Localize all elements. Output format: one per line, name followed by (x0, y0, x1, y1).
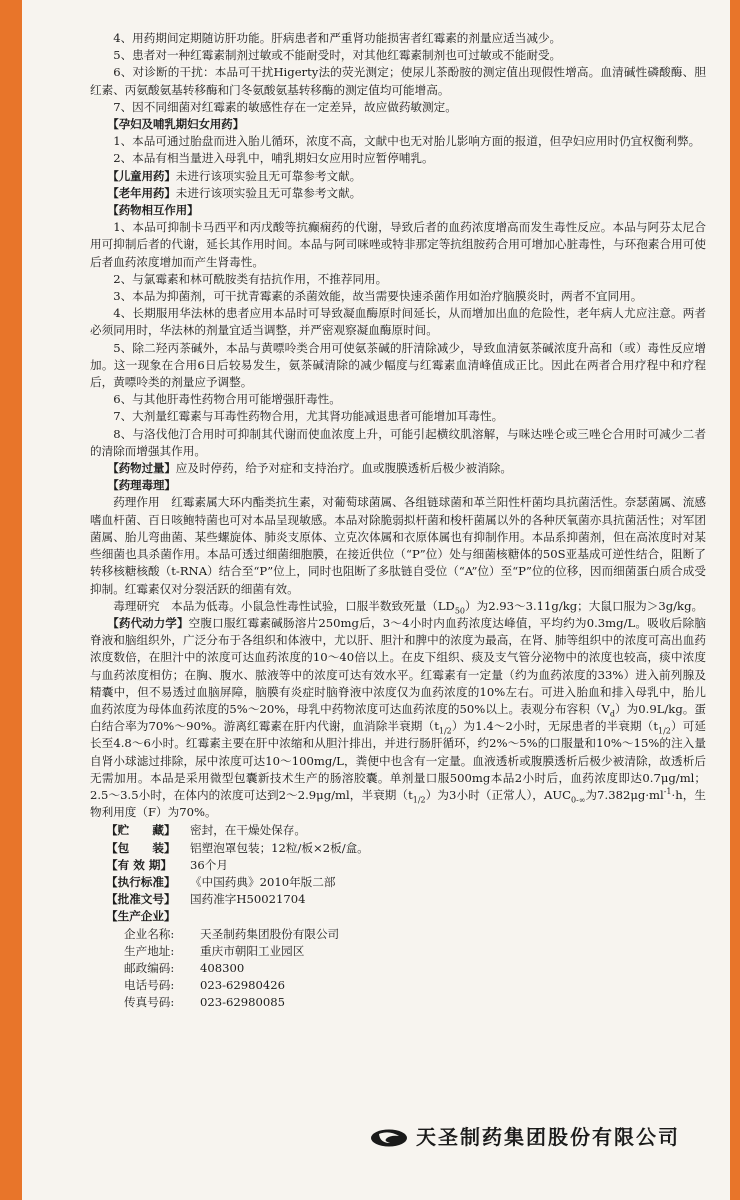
caution-item: 6、对诊断的干扰：本品可干扰Higerty法的荧光测定；使尿儿茶酚胺的测定值出现假性增高。血清碱性磷酸酶、胆红素、丙氨酸氨基转移酶和门冬氨酸氨基转移酶的测定值均可能增高。 (90, 65, 706, 97)
footer-company-name: 天圣制药集团股份有限公司 (416, 1125, 680, 1150)
interaction-item: 3、本品为抑菌剂，可干扰青霉素的杀菌效能，故当需要快速杀菌作用如治疗脑膜炎时，两者不宜同用。 (113, 289, 643, 304)
pharmacology-text: 药理作用 红霉素属大环内酯类抗生素，对葡萄球菌属、各组链球菌和革兰阳性杆菌均具抗菌活性。奈瑟菌属、流感嗜血杆菌、百日咳鲍特菌也可对本品呈现敏感。本品对除脆弱拟杆菌和梭杆菌属以外的各种厌氧菌亦具抗菌活性；对军团菌属、胎儿弯曲菌、某些螺旋体、肺炎支原体、立克次体属和衣原体属也有抑制作用。本品系抑菌剂，但在高浓度时对某些细菌也具杀菌作用。本品可透过细菌细胞膜，在接近供位（“P”位）处与细菌核糖体的50S亚基成可逆性结合，阻断了转移核糖核酸（t-RNA）结合至“P”位上，同时也阻断了多肽链自受位（“A”位）至“P”位的位移，因而细菌蛋白质合成受抑制。红霉素仅对分裂活跃的细菌有效。 (90, 495, 706, 596)
section-heading: 【药理毒理】 (107, 478, 176, 493)
standard-field: 【执行标准】 《中国药典》2010年版二部 (106, 874, 336, 889)
company-fax-row: 传真号码: 023-62980085 (124, 995, 286, 1010)
section-heading: 【药物相互作用】 (107, 203, 199, 218)
package-insert (22, 0, 730, 1200)
interactions-section (90, 202, 706, 460)
section-heading: 【药代动力学】 (107, 615, 189, 630)
interaction-item: 7、大剂量红霉素与耳毒性药物合用，尤其肾功能减退患者可能增加耳毒性。 (113, 409, 504, 424)
section-heading: 【老年用药】 (107, 185, 176, 200)
expiry-field: 【有 效 期】 36个月 (106, 857, 228, 872)
elderly-text: 未进行该项实验且无可靠参考文献。 (175, 185, 362, 200)
product-info-fields (90, 822, 706, 925)
pharmacokinetics-text: 【药代动力学】空腹口服红霉素碱肠溶片250mg后，3～4小时内血药浓度达峰值，平均约为0.3mg/L。吸收后除脑脊液和脑组织外，广泛分布于各组织和体液中，尤以肝、胆汁和脾中的浓度为最高，在肾、肺等组织中的浓度可高出血药浓度数倍，在胆汁中的浓度可达血药浓度的10～40倍以上。在皮下组织、痰及支气管分泌物中的浓度也较高，痰中浓度与血药浓度相仿；在胸、腹水、脓液等中的浓度可达有效水平。红霉素有一定量（约为血药浓度的33%）进入前列腺及精囊中，但不易透过血脑屏障，脑膜有炎症时脑脊液中浓度仅为血药浓度的10%左右。可进入胎血和排入母乳中，胎儿血药浓度为母体血药浓度的5%～20%，母乳中药物浓度可达血药浓度的50%以上。表观分布容积$(V_d)$为0.9L/kg。蛋白结合率为70%～90%。游离红霉素在肝内代谢，血消除半衰期$(t_{1/2})$为1.4～2小时，无尿患者的半衰期$(t_{1/2})$可延长至4.8～6小时。红霉素主要在肝中浓缩和从胆汁排出，并进行肠肝循环，约2%～5%的口服量和10%～15%的注入量自肾小球滤过排除，尿中浓度可达10～100mg/L，粪便中也含有一定量。血液透析或腹膜透析后极少被清除，故透析后无需加用。本品是采用微型包囊新技术生产的肠溶胶囊。单剂量口服500mg本品2小时后，血药浓度即达0.7μg/ml；2.5～3.5小时，在体内的浓度可达到2～2.9μg/ml，半衰期$(t_{1/2})$为3小时（正常人），$AUC_{0-\infty}$为$7.382\mu g\cdot ml^{-1}\cdot h$，生物利用度（F）为70%。 (90, 615, 706, 820)
section-heading: 【孕妇及哺乳期妇女用药】 (107, 117, 245, 132)
interaction-item: 1、本品可抑制卡马西平和丙戊酸等抗癫痫药的代谢，导致后者的血药浓度增高而发生毒性反应。本品与阿芬太尼合用可抑制后者的代谢，延长其作用时间。本品与阿司咪唑或特非那定等抗组胺药合用可增加心脏毒性，与环孢素合用可使后者血药浓度增加而产生肾毒性。 (90, 220, 706, 269)
company-name-row: 企业名称: 天圣制药集团股份有限公司 (124, 926, 340, 941)
overdose-text: 应及时停药，给予对症和支持治疗。血或腹膜透析后极少被消除。 (175, 461, 512, 476)
children-section (90, 168, 706, 185)
pregnancy-item: 2、本品有相当量进入母乳中，哺乳期妇女应用时应暂停哺乳。 (113, 151, 434, 166)
manufacturer-field: 【生产企业】 (106, 909, 176, 924)
interaction-item: 4、长期服用华法林的患者应用本品时可导致凝血酶原时间延长，从而增加出血的危险性，老年病人尤应注意。两者必须同用时，华法林的剂量宜适当调整，并严密观察凝血酶原时间。 (90, 306, 706, 338)
children-text: 未进行该项实验且无可靠参考文献。 (175, 168, 362, 183)
section-heading: 【儿童用药】 (107, 168, 176, 183)
overdose-section (90, 460, 706, 477)
company-postcode-row: 邮政编码: 408300 (124, 960, 245, 975)
caution-section (90, 30, 706, 116)
elderly-section (90, 185, 706, 202)
caution-item: 7、因不同细菌对红霉素的敏感性存在一定差异，故应做药敏测定。 (113, 99, 457, 114)
caution-item: 5、患者对一种红霉素制剂过敏或不能耐受时，对其他红霉素制剂也可过敏或不能耐受。 (113, 48, 562, 63)
interaction-item: 6、与其他肝毒性药物合用可能增强肝毒性。 (113, 392, 341, 407)
section-heading: 【药物过量】 (107, 461, 176, 476)
storage-field: 【贮 藏】 密封，在干燥处保存。 (106, 823, 306, 838)
company-address-row: 生产地址: 重庆市朝阳工业园区 (124, 943, 305, 958)
pregnancy-item: 1、本品可通过胎盘而进入胎儿循环，浓度不高，文献中也无对胎儿影响方面的报道，但孕妇应用时仍宜权衡利弊。 (113, 134, 701, 149)
interaction-item: 5、除二羟丙茶碱外，本品与黄嘌呤类合用可使氨茶碱的肝清除减少，导致血清氨茶碱浓度升高和（或）毒性反应增加。这一现象在合用6日后较易发生，氨茶碱清除的减少幅度与红霉素血清峰值成正比。因此在两者合用疗程中和疗程后，黄嘌呤类的剂量应予调整。 (90, 340, 706, 390)
caution-item: 4、用药期间定期随访肝功能。肝病患者和严重肾功能损害者红霉素的剂量应适当减少。 (113, 31, 562, 45)
company-info (90, 926, 706, 1012)
toxicity-text: 毒理研究 本品为低毒。小鼠急性毒性试验，口服半数致死量$(LD_{50})$为2.93～3.11g/kg；大鼠口服为＞3g/kg。 (113, 598, 704, 616)
interaction-item: 2、与氯霉素和林可酰胺类有拮抗作用，不推荐同用。 (113, 271, 388, 286)
package-field: 【包 装】 铝塑泡罩包装；12粒/板×2板/盒。 (106, 840, 369, 855)
company-logo-icon (370, 1128, 408, 1148)
pregnancy-section (90, 116, 706, 168)
approval-field: 【批准文号】 国药准字H50021704 (106, 892, 306, 907)
pharmacokinetics-section (90, 615, 706, 821)
company-phone-row: 电话号码: 023-62980426 (124, 978, 286, 993)
footer-brand (22, 1118, 730, 1158)
toxicology-section (90, 477, 706, 615)
interaction-item: 8、与洛伐他汀合用时可抑制其代谢而使血浓度上升，可能引起横纹肌溶解，与咪达唑仑或三唑仑合用时可减少二者的清除而增强其作用。 (90, 426, 706, 458)
